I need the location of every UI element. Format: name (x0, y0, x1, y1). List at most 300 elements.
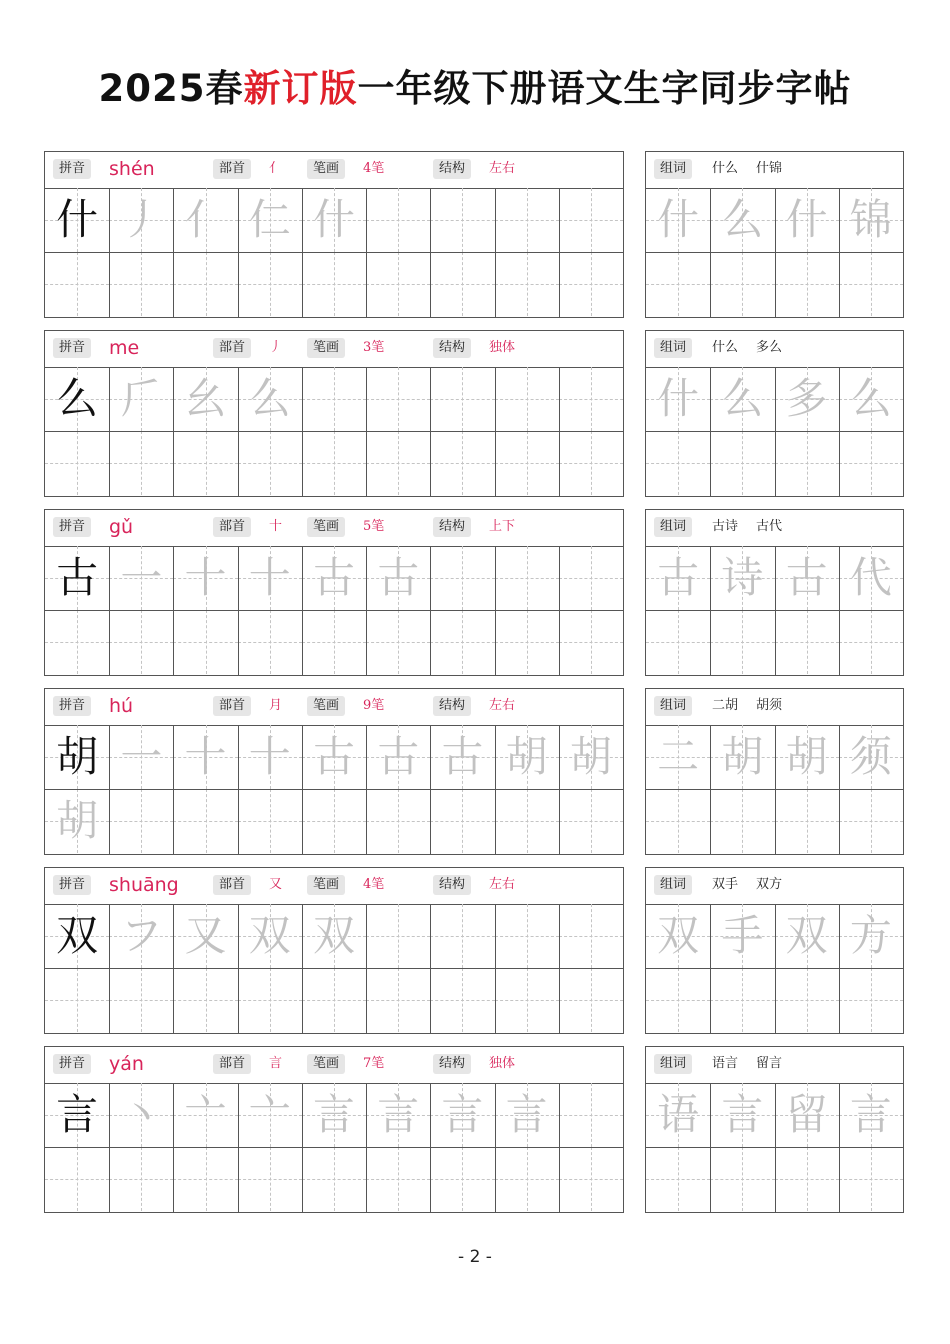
word-trace-char: 古 (785, 553, 828, 602)
trace-char: 丶 (120, 1090, 163, 1139)
trace-char (366, 789, 430, 853)
word-trace-char: 言 (849, 1090, 892, 1139)
trace-char (430, 546, 494, 610)
trace-char (559, 546, 623, 610)
grid-cell (302, 1083, 366, 1147)
radical-value: 丿 (269, 340, 283, 355)
grid-cell (173, 904, 237, 968)
trace-char (430, 789, 494, 853)
trace-char (366, 610, 430, 674)
trace-char (430, 367, 494, 431)
trace-char (495, 1147, 559, 1211)
grid-cell (366, 252, 430, 316)
grid-cell (173, 431, 237, 495)
pinyin-value: yán (109, 1053, 144, 1075)
trace-char: 幺 (184, 374, 227, 423)
grid-cell (495, 789, 559, 853)
word-trace-char: 古 (657, 553, 700, 602)
model-char: 什 (56, 195, 99, 244)
words-list (712, 1053, 800, 1075)
strokes-label: 笔画 (307, 696, 345, 716)
grid-cell (495, 968, 559, 1032)
radical-label: 部首 (213, 1054, 251, 1074)
radical-value: 又 (269, 877, 283, 892)
trace-char (109, 1147, 173, 1211)
word-trace-char: 手 (721, 911, 764, 960)
trace-char: 丿 (120, 195, 163, 244)
trace-char: 胡 (505, 732, 548, 781)
strokes-label: 笔画 (307, 517, 345, 537)
trace-char (173, 968, 237, 1032)
trace-char (495, 367, 559, 431)
word-trace-char: 锦 (849, 195, 892, 244)
trace-char (109, 252, 173, 316)
model-char: 胡 (56, 732, 99, 781)
words-label: 组词 (654, 875, 692, 895)
grid-cell (109, 252, 173, 316)
word-card-header (646, 868, 903, 905)
structure-label: 结构 (433, 696, 471, 716)
trace-char (302, 252, 366, 316)
strokes-value: 3笔 (363, 340, 385, 355)
word-card (645, 151, 904, 318)
radical-value: 月 (269, 698, 283, 713)
grid-cell (238, 188, 302, 252)
trace-char (366, 367, 430, 431)
trace-char: 亻 (184, 195, 227, 244)
strokes-label: 笔画 (307, 875, 345, 895)
grid-cell (302, 789, 366, 853)
trace-char (430, 252, 494, 316)
trace-char: 一 (120, 732, 163, 781)
grid-cell (109, 725, 173, 789)
word-trace-char: 留 (785, 1090, 828, 1139)
structure-label: 结构 (433, 159, 471, 179)
grid-cell (302, 431, 366, 495)
pinyin-value: gǔ (109, 516, 134, 538)
grid-cell (173, 789, 237, 853)
grid-cell (430, 968, 494, 1032)
grid-cell (775, 1083, 839, 1147)
grid-cell (839, 188, 903, 252)
trace-char (238, 610, 302, 674)
grid-cell (559, 188, 623, 252)
trace-char: 亠 (184, 1090, 227, 1139)
trace-char: 双 (312, 911, 355, 960)
grid-cell (109, 904, 173, 968)
char-card (44, 867, 624, 1034)
grid-cell (495, 1147, 559, 1211)
grid-cell (173, 367, 237, 431)
grid-cell (366, 904, 430, 968)
word-trace-char: 么 (849, 374, 892, 423)
grid-cell (495, 188, 559, 252)
radical-label: 部首 (213, 338, 251, 358)
word-trace-char: 二 (657, 732, 700, 781)
structure-label: 结构 (433, 1054, 471, 1074)
grid-cell (646, 546, 710, 610)
grid-cell (45, 431, 109, 495)
grid-cell (366, 789, 430, 853)
grid-cell (302, 188, 366, 252)
grid-cell (495, 610, 559, 674)
trace-char (238, 1147, 302, 1211)
trace-char (173, 431, 237, 495)
radical-label: 部首 (213, 875, 251, 895)
structure-value: 独体 (489, 340, 516, 355)
grid-cell (238, 904, 302, 968)
word-trace-char: 么 (721, 374, 764, 423)
trace-char (559, 252, 623, 316)
char-card-header (45, 152, 623, 189)
trace-char (45, 431, 109, 495)
grid-cell (710, 546, 774, 610)
trace-char: 胡 (569, 732, 612, 781)
char-card (44, 151, 624, 318)
trace-char (109, 968, 173, 1032)
word-item: 什么 (712, 340, 739, 355)
word-card (645, 867, 904, 1034)
grid-cell (302, 904, 366, 968)
word-card-header (646, 689, 903, 726)
trace-char (238, 968, 302, 1032)
trace-char (366, 1147, 430, 1211)
trace-char (302, 789, 366, 853)
grid-cell (173, 188, 237, 252)
trace-char (430, 1147, 494, 1211)
word-trace-char: 方 (849, 911, 892, 960)
grid-cell (710, 789, 774, 853)
grid-cell (430, 1147, 494, 1211)
grid-cell (238, 968, 302, 1032)
trace-char (559, 1147, 623, 1211)
grid-cell (430, 188, 494, 252)
trace-char (366, 252, 430, 316)
char-card-header (45, 331, 623, 368)
grid-cell (775, 252, 839, 316)
trace-char: 𠂆 (120, 374, 163, 423)
grid-cell (238, 610, 302, 674)
grid-cell (710, 725, 774, 789)
grid-cell (302, 1147, 366, 1211)
grid-cell (839, 968, 903, 1032)
structure-value: 独体 (489, 1056, 516, 1071)
char-card (44, 1046, 624, 1213)
model-char: 双 (56, 911, 99, 960)
words-list (712, 337, 800, 359)
grid-cell (109, 367, 173, 431)
pinyin-label: 拼音 (53, 338, 91, 358)
title-year: 2025春 (98, 67, 244, 110)
trace-char (173, 789, 237, 853)
trace-char (173, 1147, 237, 1211)
trace-char (366, 431, 430, 495)
structure-label: 结构 (433, 338, 471, 358)
grid-cell (45, 367, 109, 431)
word-item: 什么 (712, 161, 739, 176)
grid-cell (839, 1147, 903, 1211)
trace-char: フ (120, 911, 163, 960)
grid-cell (109, 1147, 173, 1211)
grid-cell (302, 725, 366, 789)
words-label: 组词 (654, 338, 692, 358)
page-number: - 2 - (458, 1247, 492, 1267)
trace-char (109, 610, 173, 674)
structure-value: 左右 (489, 698, 516, 713)
word-item: 二胡 (712, 698, 739, 713)
trace-char (559, 904, 623, 968)
grid-cell (366, 968, 430, 1032)
grid-cell (45, 789, 109, 853)
grid-cell (775, 725, 839, 789)
char-card (44, 688, 624, 855)
grid-cell (45, 252, 109, 316)
grid-cell (710, 1147, 774, 1211)
grid-cell (646, 725, 710, 789)
word-card-header (646, 152, 903, 189)
grid-cell (109, 1083, 173, 1147)
grid-cell (173, 252, 237, 316)
word-item: 留言 (756, 1056, 783, 1071)
model-char: 么 (56, 374, 99, 423)
grid-cell (775, 1147, 839, 1211)
grid-cell (238, 252, 302, 316)
title-rest: 一年级下册语文生字同步字帖 (357, 67, 852, 110)
strokes-label: 笔画 (307, 159, 345, 179)
word-trace-char: 什 (657, 195, 700, 244)
trace-char: 言 (505, 1090, 548, 1139)
word-trace-char: 语 (657, 1090, 700, 1139)
trace-char (495, 188, 559, 252)
trace-char (495, 431, 559, 495)
grid-cell (495, 904, 559, 968)
trace-char (45, 610, 109, 674)
trace-char: 么 (248, 374, 291, 423)
radical-label: 部首 (213, 517, 251, 537)
word-trace-char: 代 (849, 553, 892, 602)
pinyin-label: 拼音 (53, 696, 91, 716)
grid-cell (839, 725, 903, 789)
trace-char: 十 (184, 553, 227, 602)
trace-char (302, 968, 366, 1032)
pinyin-label: 拼音 (53, 517, 91, 537)
word-trace-char: 什 (785, 195, 828, 244)
trace-char (559, 431, 623, 495)
trace-char: 十 (248, 553, 291, 602)
grid-cell (559, 1083, 623, 1147)
trace-char (109, 789, 173, 853)
word-trace-char: 多 (785, 374, 828, 423)
grid-cell (646, 1147, 710, 1211)
word-card (645, 330, 904, 497)
grid-cell (45, 188, 109, 252)
grid-cell (646, 188, 710, 252)
grid-cell (646, 610, 710, 674)
grid-cell (775, 367, 839, 431)
page-title (0, 58, 950, 112)
grid-cell (646, 904, 710, 968)
trace-char (559, 1083, 623, 1147)
grid-cell (839, 546, 903, 610)
trace-char: 古 (441, 732, 484, 781)
grid-cell (238, 1083, 302, 1147)
radical-value: 亻 (269, 161, 283, 176)
trace-char: 十 (248, 732, 291, 781)
grid-cell (710, 904, 774, 968)
grid-cell (45, 610, 109, 674)
title-highlight: 新订版 (243, 67, 358, 110)
trace-char (302, 610, 366, 674)
strokes-value: 4笔 (363, 161, 385, 176)
grid-cell (238, 367, 302, 431)
word-item: 语言 (712, 1056, 739, 1071)
grid-cell (366, 725, 430, 789)
grid-cell (559, 367, 623, 431)
trace-char: 什 (312, 195, 355, 244)
word-card (645, 688, 904, 855)
structure-label: 结构 (433, 517, 471, 537)
trace-char (302, 367, 366, 431)
grid-cell (45, 1083, 109, 1147)
grid-cell (109, 610, 173, 674)
trace-char (430, 610, 494, 674)
trace-char (45, 252, 109, 316)
grid-cell (710, 610, 774, 674)
grid-cell (495, 1083, 559, 1147)
model-char: 言 (56, 1090, 99, 1139)
grid-cell (238, 789, 302, 853)
word-trace-char: 须 (849, 732, 892, 781)
grid-cell (839, 610, 903, 674)
strokes-value: 7笔 (363, 1056, 385, 1071)
char-card-header (45, 1047, 623, 1084)
grid-cell (775, 546, 839, 610)
grid-cell (173, 1083, 237, 1147)
grid-cell (430, 1083, 494, 1147)
grid-cell (559, 789, 623, 853)
structure-value: 左右 (489, 161, 516, 176)
words-label: 组词 (654, 1054, 692, 1074)
strokes-value: 9笔 (363, 698, 385, 713)
word-card (645, 509, 904, 676)
grid-cell (775, 968, 839, 1032)
strokes-value: 4笔 (363, 877, 385, 892)
grid-cell (646, 252, 710, 316)
trace-char (495, 904, 559, 968)
grid-cell (710, 968, 774, 1032)
trace-char: 言 (312, 1090, 355, 1139)
grid-cell (302, 546, 366, 610)
grid-cell (495, 546, 559, 610)
trace-char (495, 546, 559, 610)
grid-cell (775, 610, 839, 674)
trace-char (366, 904, 430, 968)
grid-cell (559, 546, 623, 610)
grid-cell (109, 188, 173, 252)
grid-cell (430, 252, 494, 316)
word-trace-char: 双 (785, 911, 828, 960)
pinyin-value: shuāng (109, 874, 179, 896)
grid-cell (173, 610, 237, 674)
trace-char: 胡 (56, 796, 99, 845)
word-trace-char: 胡 (721, 732, 764, 781)
grid-cell (238, 1147, 302, 1211)
trace-char (302, 431, 366, 495)
trace-char: 一 (120, 553, 163, 602)
grid-cell (559, 610, 623, 674)
grid-cell (430, 725, 494, 789)
word-card-header (646, 331, 903, 368)
words-label: 组词 (654, 159, 692, 179)
trace-char (559, 610, 623, 674)
grid-cell (109, 968, 173, 1032)
grid-cell (559, 1147, 623, 1211)
grid-cell (302, 252, 366, 316)
trace-char: 古 (312, 553, 355, 602)
grid-cell (430, 904, 494, 968)
grid-cell (710, 431, 774, 495)
structure-value: 上下 (489, 519, 516, 534)
trace-char (495, 968, 559, 1032)
grid-cell (366, 431, 430, 495)
trace-char: 又 (184, 911, 227, 960)
grid-cell (559, 252, 623, 316)
word-trace-char: 双 (657, 911, 700, 960)
word-trace-char: 胡 (785, 732, 828, 781)
grid-cell (646, 968, 710, 1032)
grid-cell (495, 252, 559, 316)
grid-cell (775, 789, 839, 853)
word-item: 古代 (756, 519, 783, 534)
trace-char (366, 968, 430, 1032)
word-trace-char: 么 (721, 195, 764, 244)
grid-cell (173, 968, 237, 1032)
trace-char (109, 431, 173, 495)
grid-cell (839, 431, 903, 495)
grid-cell (430, 367, 494, 431)
grid-cell (173, 546, 237, 610)
grid-cell (430, 789, 494, 853)
word-item: 胡须 (756, 698, 783, 713)
char-card-header (45, 868, 623, 905)
char-card (44, 509, 624, 676)
grid-cell (710, 1083, 774, 1147)
grid-cell (366, 1147, 430, 1211)
trace-char (45, 1147, 109, 1211)
trace-char: 双 (248, 911, 291, 960)
trace-char (238, 789, 302, 853)
trace-char (559, 968, 623, 1032)
grid-cell (559, 725, 623, 789)
grid-cell (302, 610, 366, 674)
word-trace-char: 诗 (721, 553, 764, 602)
grid-cell (366, 367, 430, 431)
word-card (645, 1046, 904, 1213)
model-char: 古 (56, 553, 99, 602)
char-card-header (45, 510, 623, 547)
trace-char (430, 904, 494, 968)
trace-char: 言 (441, 1090, 484, 1139)
strokes-label: 笔画 (307, 338, 345, 358)
word-item: 古诗 (712, 519, 739, 534)
grid-cell (45, 1147, 109, 1211)
grid-cell (646, 367, 710, 431)
grid-cell (45, 968, 109, 1032)
words-label: 组词 (654, 517, 692, 537)
structure-label: 结构 (433, 875, 471, 895)
trace-char (559, 367, 623, 431)
trace-char (238, 431, 302, 495)
